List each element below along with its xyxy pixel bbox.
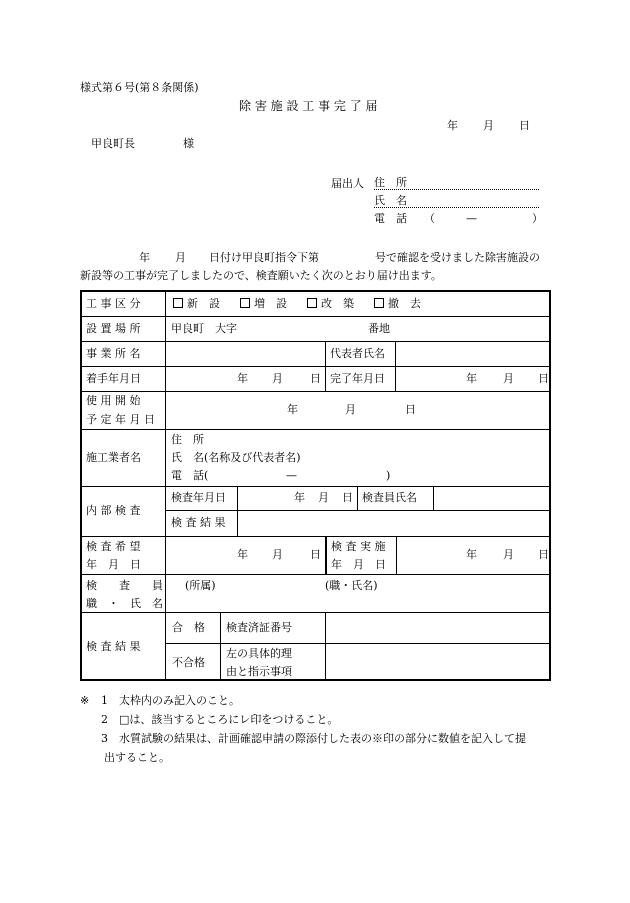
note-2-number: 2 xyxy=(101,713,108,726)
honorific: 様 xyxy=(183,137,194,150)
column-divider xyxy=(433,486,434,510)
row-divider xyxy=(80,486,551,487)
start-year: 年 xyxy=(237,372,248,385)
inspector-label: 検査員氏名 xyxy=(362,491,417,504)
body-line2: 新設等の工事が完了しましたので、検査願いたく次のとおり届け出ます。 xyxy=(80,269,442,282)
body-year: 年 xyxy=(139,251,150,264)
inspection-day: 日 xyxy=(342,491,353,504)
note-3-line-1: 水質試験の結果は、計画確認申請の際添付した表の※印の部分に数値を記入して提 xyxy=(119,732,526,745)
row-divider xyxy=(80,612,551,613)
inspection-date-label: 検査年月日 xyxy=(171,491,226,504)
desired-day: 日 xyxy=(310,548,321,561)
inspector-staff-label-2: 職 ・ 氏 名 xyxy=(86,597,163,610)
desired-date-label-2: 年 月 日 xyxy=(86,558,141,571)
column-divider xyxy=(395,341,396,391)
use-start-label-2: 予 定 年 月 日 xyxy=(86,413,155,426)
staff-position-name: (職・氏名) xyxy=(325,579,378,592)
form-title: 除 害 施 設 工 事 完 了 届 xyxy=(239,99,378,113)
work-type-remove-checkbox[interactable]: 撤 去 xyxy=(374,298,421,309)
finish-year: 年 xyxy=(466,372,477,385)
finish-date-label: 完了年月日 xyxy=(330,372,385,385)
fail-label: 不合格 xyxy=(172,656,205,669)
header-month: 月 xyxy=(483,119,494,132)
desired-month: 月 xyxy=(272,548,283,561)
row-divider xyxy=(80,391,551,392)
inspection-year: 年 xyxy=(294,491,305,504)
row-divider xyxy=(80,536,551,537)
applicant-label: 届出人 xyxy=(331,177,364,190)
desired-year: 年 xyxy=(237,548,248,561)
row-divider xyxy=(80,341,551,342)
reason-label-2: 由と指示事項 xyxy=(226,665,292,678)
note-3-line-2: 出すること。 xyxy=(104,751,170,764)
certificate-number-label: 検査済証番号 xyxy=(226,621,292,634)
column-divider xyxy=(165,291,166,680)
column-divider xyxy=(325,536,327,574)
checkbox-icon xyxy=(307,298,317,308)
row-divider xyxy=(165,510,551,511)
form-number: 様式第６号(第８条関係) xyxy=(80,81,199,94)
inspector-staff-label-1: 検 査 員 xyxy=(86,579,163,592)
column-divider xyxy=(325,341,326,391)
notes-mark: ※ xyxy=(80,694,90,707)
location-town: 甲良町 大字 xyxy=(171,322,237,335)
checkbox-icon xyxy=(240,298,250,308)
contractor-phone-close: ) xyxy=(386,469,391,482)
performed-month: 月 xyxy=(503,548,514,561)
applicant-phone-dash: — xyxy=(466,212,477,225)
contractor-name: 氏 名(名称及び代表者名) xyxy=(171,451,301,464)
body-line1-end: 号で確認を受けました除害施設の xyxy=(375,251,540,264)
staff-affiliation: (所属) xyxy=(185,579,216,592)
column-divider xyxy=(237,486,238,536)
start-date-label: 着手年月日 xyxy=(86,372,141,385)
performed-date-label-1: 検 査 実 施 xyxy=(331,540,386,553)
note-3-number: 3 xyxy=(101,732,108,745)
column-divider xyxy=(220,612,221,680)
addressee: 甲良町長 xyxy=(91,137,135,150)
use-start-month: 月 xyxy=(345,403,356,416)
applicant-name-line[interactable] xyxy=(374,195,539,208)
performed-day: 日 xyxy=(538,548,549,561)
header-day: 日 xyxy=(519,119,530,132)
body-directive: 日付け甲良町指令下第 xyxy=(209,251,319,264)
applicant-name-label: 氏 名 xyxy=(374,194,407,207)
final-result-label: 検 査 結 果 xyxy=(86,640,141,653)
inspection-result-label: 検 査 結 果 xyxy=(171,516,226,529)
row-divider xyxy=(80,366,551,367)
performed-date-label-2: 年 月 日 xyxy=(331,558,386,571)
row-divider xyxy=(80,316,551,317)
business-label: 事 業 所 名 xyxy=(86,347,141,360)
column-divider xyxy=(396,536,397,574)
body-month: 月 xyxy=(175,251,186,264)
checkbox-icon xyxy=(173,298,183,308)
applicant-address-line[interactable] xyxy=(374,177,539,190)
start-day: 日 xyxy=(310,372,321,385)
note-2: □は、該当するところにレ印をつけること。 xyxy=(119,713,339,726)
location-lot: 番地 xyxy=(368,322,390,335)
representative-label: 代表者氏名 xyxy=(330,347,385,360)
column-divider xyxy=(325,612,326,680)
use-start-year: 年 xyxy=(287,403,298,416)
work-type-expand-checkbox[interactable]: 増 設 xyxy=(240,298,287,309)
work-type-label: 工 事 区 分 xyxy=(86,297,141,310)
location-label: 設 置 場 所 xyxy=(86,322,141,335)
internal-inspection-label: 内 部 検 査 xyxy=(86,504,141,517)
applicant-phone-open: （ xyxy=(424,212,435,225)
pass-label: 合 格 xyxy=(172,621,205,634)
contractor-phone-dash: — xyxy=(286,469,297,482)
applicant-phone-close: ） xyxy=(532,212,543,225)
desired-date-label-1: 検 査 希 望 xyxy=(86,540,141,553)
applicant-address-label: 住 所 xyxy=(374,176,407,189)
inspection-month: 月 xyxy=(318,491,329,504)
work-type-new-checkbox[interactable]: 新 設 xyxy=(173,298,220,309)
checkbox-icon xyxy=(374,298,384,308)
row-divider xyxy=(80,574,551,575)
work-type-rebuild-checkbox[interactable]: 改 築 xyxy=(307,298,354,309)
contractor-phone: 電 話( xyxy=(171,469,209,482)
applicant-phone-label: 電 話 xyxy=(374,212,407,225)
contractor-address: 住 所 xyxy=(171,433,204,446)
row-divider xyxy=(165,643,551,644)
reason-label-1: 左の具体的理 xyxy=(226,647,292,660)
performed-year: 年 xyxy=(466,548,477,561)
start-month: 月 xyxy=(272,372,283,385)
contractor-label: 施工業者名 xyxy=(86,451,141,464)
use-start-day: 日 xyxy=(405,403,416,416)
note-1-number: 1 xyxy=(101,694,108,707)
header-year: 年 xyxy=(447,119,458,132)
finish-month: 月 xyxy=(503,372,514,385)
column-divider xyxy=(357,486,358,510)
note-1: 太枠内のみ記入のこと。 xyxy=(119,694,240,707)
finish-day: 日 xyxy=(538,372,549,385)
use-start-label-1: 使 用 開 始 xyxy=(86,394,141,407)
row-divider xyxy=(80,429,551,430)
